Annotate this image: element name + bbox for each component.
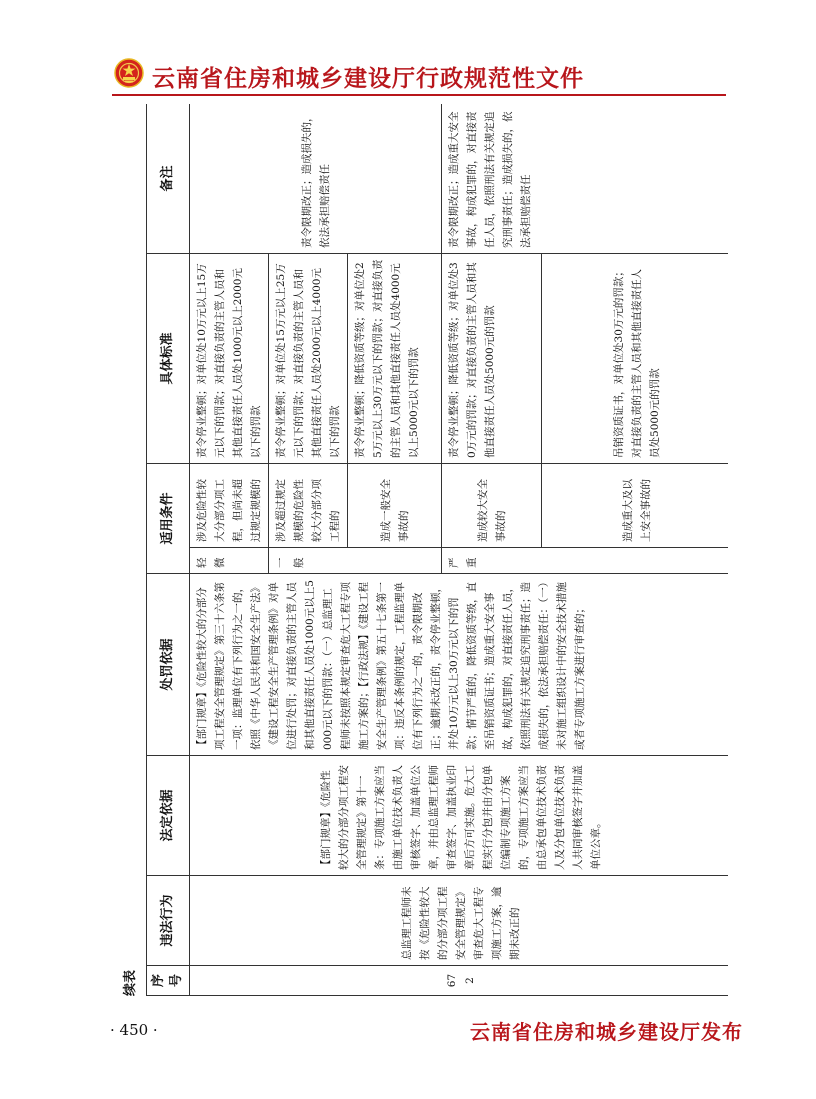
condition-4: 造成较大安全事故的 — [442, 463, 542, 547]
national-emblem-icon — [114, 58, 144, 88]
standard-5: 吊销资质证书，对单位处30万元的罚款；对直接负责的主管人员和其他直接责任人员处5000元的罚款 — [542, 253, 729, 463]
header-title: 云南省住房和城乡建设厅行政规范性文件 — [152, 66, 584, 92]
row-seq: 672 — [190, 966, 729, 996]
level-general: 一般 — [269, 548, 442, 574]
table-row — [190, 104, 269, 996]
standard-1: 责令停业整顿；对单位处10万元以上15万元以下的罚款；对直接负责的主管人员和其他直接责任人员处1000元以上2000元以下的罚款 — [190, 253, 269, 463]
footer-publisher: 云南省住房和城乡建设厅发布 — [470, 1020, 743, 1044]
rotated-table — [116, 104, 728, 996]
table-header-row — [147, 104, 190, 996]
condition-2: 涉及超过规定规模的危险性较大分部分项工程的 — [269, 463, 348, 547]
remark-general: 责令限期改正；造成损失的，依法承担赔偿责任 — [190, 104, 442, 253]
row-legal-basis: 【部门规章】《危险性较大的分部分项工程安全管理规定》第十一条：专项施工方案应当由施工单位技术负责人审核签字、加盖单位公章，并由总监理工程师审查签字、加盖执业印章后方可实施。危大工程实行分包并由分包单位编制专项施工方案的，专项施工方案应当由总承包单位技术负责人及分包单位技术负责人共同审核签字并加盖单位公章。 — [190, 756, 729, 876]
row-act: 总监理工程师未按《危险性较大的分部分项工程安全管理规定》审查危大工程专项施工方案，逾期未改正的 — [190, 876, 729, 966]
standard-4: 责令停业整顿；降低资质等级；对单位处30万元的罚款；对直接负责的主管人员和其他直接责任人员处5000元的罚款 — [442, 253, 542, 463]
header-remark: 备注 — [147, 104, 190, 253]
header-penalty-basis: 处罚依据 — [147, 574, 190, 756]
penalty-table — [146, 104, 728, 996]
header-legal-basis: 法定依据 — [147, 756, 190, 876]
rotated-table-container — [116, 104, 728, 996]
condition-1: 涉及危险性较大分部分项工程，但尚未超过规定规模的 — [190, 463, 269, 547]
level-light: 轻微 — [190, 548, 269, 574]
standard-2: 责令停业整顿；对单位处15万元以上25万元以下的罚款；对直接负责的主管人员和其他直接责任人员处2000元以上4000元以下的罚款 — [269, 253, 348, 463]
header-standard: 具体标准 — [147, 253, 190, 463]
remark-severe: 责令限期改正；造成重大安全事故，构成犯罪的，对直接责任人员，依照刑法有关规定追究刑事责任；造成损失的，依法承担赔偿责任 — [442, 104, 729, 253]
page-number: · 450 · — [110, 1021, 158, 1039]
header-seq: 序号 — [147, 966, 190, 996]
continued-label: 续表 — [123, 969, 138, 996]
header-act: 违法行为 — [147, 876, 190, 966]
condition-5: 造成重大及以上安全事故的 — [542, 463, 729, 547]
standard-3: 责令停业整顿；降低资质等级；对单位处25万元以上30万元以下的罚款；对直接负责的主管人员和其他直接责任人员处4000元以上5000元以下的罚款 — [348, 253, 442, 463]
level-severe: 严重 — [442, 548, 729, 574]
header-rule — [112, 94, 726, 96]
row-penalty-basis: 【部门规章】《危险性较大的分部分项工程安全管理规定》第三十六条第一项：监理单位有下列行为之一的，依照《中华人民共和国安全生产法》《建设工程安全生产管理条例》对单位进行处罚；对直接负责的主管人员和其他直接责任人员处1000元以上5000元以下的罚款：（一）总监理工程师未按照本规定审查危大工程专项施工方案的；【行政法规】《建设工程安全生产管理条例》第五十七条第一项：违反本条例的规定，工程监理单位有下列行为之一的，责令限期改正；逾期未改正的，责令停业整顿，并处10万元以上30万元以下的罚款；情节严重的，降低资质等级，直至吊销资质证书；造成重大安全事故，构成犯罪的，对直接责任人员，依照刑法有关规定追究刑事责任；造成损失的，依法承担赔偿责任：（一）未对施工组织设计中的安全技术措施或者专项施工方案进行审查的； — [190, 574, 729, 756]
condition-3: 造成一般安全事故的 — [348, 463, 442, 547]
document-header — [0, 52, 816, 98]
header-conditions: 适用条件 — [147, 463, 190, 573]
